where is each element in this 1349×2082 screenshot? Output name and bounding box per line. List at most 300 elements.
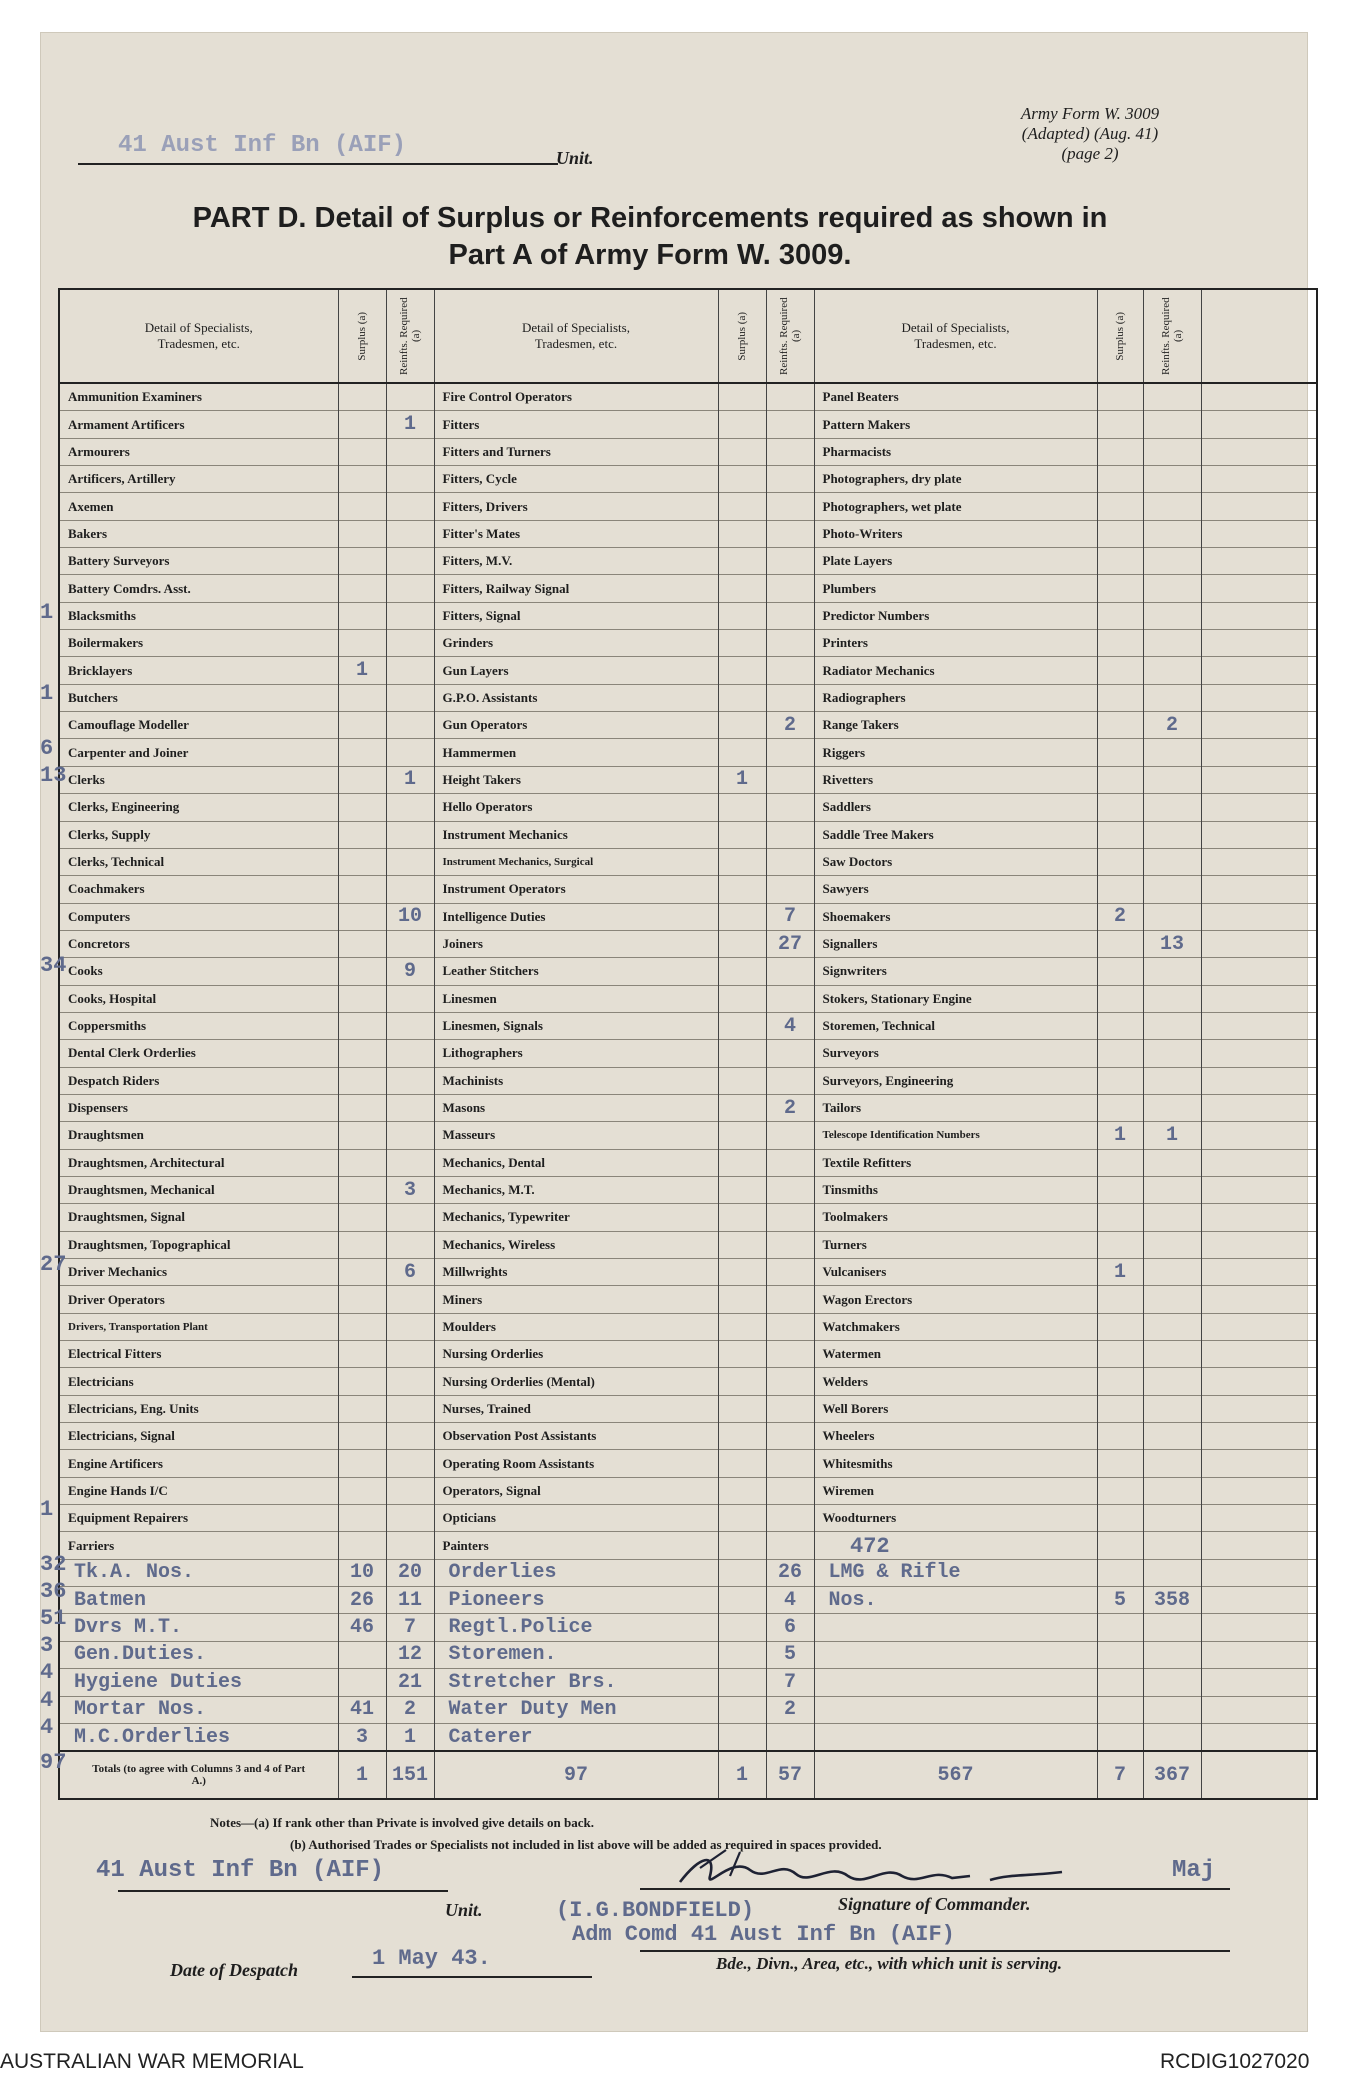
reinfts-cell [386,1395,434,1422]
blank-cell [1201,1259,1317,1286]
blank-cell [1201,1012,1317,1039]
reinfts-cell [1143,493,1201,520]
reinfts-cell [766,1231,814,1258]
note-b: (b) Authorised Trades or Specialists not included in list above will be added as required in spaces provided. [290,1837,882,1852]
trade-name: Observation Post Assistants [434,1423,718,1450]
trade-name: Grinders [434,630,718,657]
table-row [59,1040,1317,1067]
blank-cell [1201,1341,1317,1368]
surplus-cell [718,1532,766,1559]
footer-unit-typed: 41 Aust Inf Bn (AIF) [96,1857,385,1884]
trade-name: Printers [814,630,1097,657]
table-row [59,794,1317,821]
reinfts-cell [386,602,434,629]
reinfts-cell [1143,1231,1201,1258]
reinfts-cell [766,630,814,657]
surplus-cell [1097,1204,1143,1231]
reinfts-cell [766,766,814,793]
trade-name: Moulders [434,1313,718,1340]
reinfts-cell [1143,602,1201,629]
trade-name: Signallers [814,930,1097,957]
reinfts-cell [1143,1368,1201,1395]
table-row [59,903,1317,930]
reinfts-cell [766,958,814,985]
trade-name: Height Takers [434,766,718,793]
reinfts-cell [766,411,814,438]
surplus-cell [338,1204,386,1231]
trade-name: Miners [434,1286,718,1313]
reinfts-cell [386,1368,434,1395]
reinfts-cell [1143,438,1201,465]
trade-name: Tailors [814,1094,1097,1121]
trade-name: Surveyors, Engineering [814,1067,1097,1094]
trade-name: Operators, Signal [434,1477,718,1504]
trade-name: Computers [59,903,338,930]
table-row [59,1368,1317,1395]
blank-cell [1201,766,1317,793]
blank-cell [1201,876,1317,903]
table-row [59,411,1317,438]
reinfts-cell: 2 [766,1094,814,1121]
reinfts-cell [1143,848,1201,875]
reinfts-cell [1143,1313,1201,1340]
header-blank [1201,289,1317,383]
table-row [59,1505,1317,1532]
reinfts-cell [1143,383,1201,411]
surplus-cell [718,1477,766,1504]
typed-trade-name: Orderlies [434,1559,718,1586]
blank-cell [1201,794,1317,821]
trade-name: Despatch Riders [59,1067,338,1094]
reinfts-cell [386,712,434,739]
table-row [59,876,1317,903]
typed-surplus: 26 [338,1587,386,1614]
total-reinfts: 151 [386,1751,434,1799]
margin-number: 27 [40,1252,67,1278]
surplus-cell [718,876,766,903]
trade-name: Electrical Fitters [59,1341,338,1368]
reinfts-cell [386,1450,434,1477]
reinfts-cell [1143,1259,1201,1286]
reinfts-cell [1143,1286,1201,1313]
typed-reinfts: 20 [386,1559,434,1586]
surplus-cell [338,1012,386,1039]
typed-row [59,1669,1317,1696]
surplus-cell [1097,876,1143,903]
trade-name: Wagon Erectors [814,1286,1097,1313]
trade-name: Instrument Operators [434,876,718,903]
table-row [59,1341,1317,1368]
surplus-cell [1097,848,1143,875]
reinfts-cell: 2 [766,712,814,739]
surplus-cell [338,712,386,739]
blank-cell [1201,821,1317,848]
surplus-cell [338,985,386,1012]
surplus-cell [338,602,386,629]
typed-row [59,1614,1317,1641]
table-row [59,958,1317,985]
surplus-cell [1097,1012,1143,1039]
trade-name: Range Takers [814,712,1097,739]
typed-surplus: 46 [338,1614,386,1641]
table-row [59,1423,1317,1450]
table-row [59,712,1317,739]
surplus-cell [338,794,386,821]
trade-name: Leather Stitchers [434,958,718,985]
reinfts-cell [386,848,434,875]
surplus-cell [338,1341,386,1368]
typed-reinfts: 7 [386,1614,434,1641]
trade-name: Machinists [434,1067,718,1094]
trade-name: Armament Artificers [59,411,338,438]
trade-name: Saddlers [814,794,1097,821]
unit-typed: 41 Aust Inf Bn (AIF) [118,132,407,159]
typed-trade-name: Batmen [59,1587,338,1614]
surplus-cell [1097,411,1143,438]
surplus-cell [1097,1532,1143,1559]
surplus-cell: 1 [1097,1259,1143,1286]
reinfts-cell: 7 [766,903,814,930]
surplus-cell [1097,1341,1143,1368]
reinfts-cell [386,1231,434,1258]
typed-reinfts: 5 [766,1641,814,1668]
reinfts-cell [386,684,434,711]
margin-number: 32 [40,1551,67,1577]
trade-name: Electricians [59,1368,338,1395]
trade-name: Photographers, wet plate [814,493,1097,520]
reinfts-cell [766,1067,814,1094]
reinfts-cell [386,520,434,547]
table-row [59,1259,1317,1286]
blank-cell [1201,1477,1317,1504]
typed-surplus [1097,1614,1143,1641]
surplus-cell [1097,493,1143,520]
reinfts-cell [766,1505,814,1532]
margin-number: 4 [40,1687,54,1713]
trade-name: Bakers [59,520,338,547]
reinfts-cell [386,739,434,766]
typed-reinfts [1143,1669,1201,1696]
footer-unit-line [118,1890,448,1892]
trade-name: Fitters, Signal [434,602,718,629]
blank-cell [1201,739,1317,766]
total-reinfts: 57 [766,1751,814,1799]
typed-surplus [718,1559,766,1586]
blank-cell [1201,575,1317,602]
surplus-cell: 1 [718,766,766,793]
trade-name: Welders [814,1368,1097,1395]
trade-name: Driver Mechanics [59,1259,338,1286]
trade-name: Battery Surveyors [59,548,338,575]
trade-name: Fitter's Mates [434,520,718,547]
total-extra: 97 [434,1751,718,1799]
surplus-cell [1097,766,1143,793]
surplus-cell [338,1094,386,1121]
reinfts-cell [386,1149,434,1176]
surplus-cell [718,1395,766,1422]
blank-cell [1201,1368,1317,1395]
reinfts-cell [766,575,814,602]
trade-name: Masons [434,1094,718,1121]
trade-name: Armourers [59,438,338,465]
typed-reinfts: 4 [766,1587,814,1614]
unit-underline [78,163,558,165]
blank-cell [1201,1176,1317,1203]
blank-cell [1201,1614,1317,1641]
footer-unit-label: Unit. [445,1900,483,1920]
trade-name: G.P.O. Assistants [434,684,718,711]
reinfts-cell [386,383,434,411]
surplus-cell [1097,466,1143,493]
reinfts-cell [766,1450,814,1477]
trade-name: Textile Refitters [814,1149,1097,1176]
surplus-cell [1097,1368,1143,1395]
reinfts-cell [766,1149,814,1176]
table-row [59,493,1317,520]
form-ref-line: (Adapted) (Aug. 41) [1021,124,1159,143]
surplus-cell [338,848,386,875]
blank-cell [1201,1450,1317,1477]
blank-cell [1201,1313,1317,1340]
trade-name: Panel Beaters [814,383,1097,411]
surplus-cell [338,520,386,547]
surplus-cell [718,1094,766,1121]
reinfts-cell [766,520,814,547]
typed-trade-name: Storemen. [434,1641,718,1668]
typed-reinfts: 6 [766,1614,814,1641]
reinfts-cell [1143,1094,1201,1121]
margin-number: 4 [40,1714,54,1740]
typed-reinfts: 12 [386,1641,434,1668]
trade-name: Gun Layers [434,657,718,684]
trade-name: Cooks, Hospital [59,985,338,1012]
table-row [59,1012,1317,1039]
typed-trade-name [814,1614,1097,1641]
reinfts-cell [766,1176,814,1203]
margin-number: 13 [40,762,67,788]
surplus-cell [718,657,766,684]
reinfts-cell [1143,1477,1201,1504]
reinfts-cell [386,930,434,957]
reinfts-cell [386,438,434,465]
trade-name: Masseurs [434,1122,718,1149]
trade-name: Radiator Mechanics [814,657,1097,684]
surplus-cell [1097,1395,1143,1422]
surplus-cell [1097,520,1143,547]
reinfts-cell [1143,548,1201,575]
table-header-row [59,289,1317,383]
blank-cell [1201,520,1317,547]
typed-reinfts [1143,1559,1201,1586]
trade-name: Electricians, Signal [59,1423,338,1450]
reinfts-cell [386,493,434,520]
blank-cell [1201,411,1317,438]
reinfts-cell [766,657,814,684]
surplus-cell [338,684,386,711]
reinfts-cell [386,1477,434,1504]
reinfts-cell [386,1423,434,1450]
trade-name: Riggers [814,739,1097,766]
typed-trade-name: Hygiene Duties [59,1669,338,1696]
reinfts-cell: 10 [386,903,434,930]
typed-trade-name [814,1641,1097,1668]
surplus-cell [338,1067,386,1094]
blank-cell [1201,1204,1317,1231]
typed-row [59,1559,1317,1586]
trade-name: Well Borers [814,1395,1097,1422]
reinfts-cell [386,1122,434,1149]
note-a: Notes—(a) If rank other than Private is involved give details on back. [210,1815,594,1830]
table-row [59,1313,1317,1340]
typed-trade-name: Nos. [814,1587,1097,1614]
trade-name: Storemen, Technical [814,1012,1097,1039]
surplus-cell [338,1477,386,1504]
typed-reinfts: 2 [766,1696,814,1723]
blank-cell [1201,1696,1317,1723]
reinfts-cell [766,876,814,903]
trade-name: Battery Comdrs. Asst. [59,575,338,602]
reinfts-cell [766,1423,814,1450]
reinfts-cell [766,548,814,575]
typed-reinfts [766,1723,814,1751]
trade-name: Farriers [59,1532,338,1559]
reinfts-cell [766,466,814,493]
reinfts-cell [1143,958,1201,985]
trade-name: Plumbers [814,575,1097,602]
reinfts-cell [386,466,434,493]
surplus-cell: 1 [338,657,386,684]
reinfts-cell [386,1067,434,1094]
trade-name: Nurses, Trained [434,1395,718,1422]
surplus-cell [718,985,766,1012]
archive-label: AUSTRALIAN WAR MEMORIAL [0,2050,304,2073]
surplus-cell [718,794,766,821]
surplus-cell [718,466,766,493]
trade-name: Equipment Repairers [59,1505,338,1532]
form-ref-line: (page 2) [1061,144,1119,163]
typed-surplus [718,1641,766,1668]
trade-name: Wheelers [814,1423,1097,1450]
trade-name: Nursing Orderlies [434,1341,718,1368]
reinfts-cell [386,1204,434,1231]
typed-reinfts: 11 [386,1587,434,1614]
header-detail: Detail of Specialists, Tradesmen, etc. [814,289,1097,383]
reinfts-cell [1143,766,1201,793]
surplus-cell: 1 [1097,1122,1143,1149]
table-row [59,766,1317,793]
typed-reinfts: 2 [386,1696,434,1723]
blank-cell [1201,1286,1317,1313]
header-reinfts: Reinfts. Required (a) [1143,289,1201,383]
reinfts-cell [1143,1067,1201,1094]
surplus-cell [1097,1505,1143,1532]
blank-cell [1201,1067,1317,1094]
trade-name: Woodturners [814,1505,1097,1532]
date-label: Date of Despatch [170,1960,298,1980]
margin-number: 1 [40,599,54,625]
surplus-cell [718,1149,766,1176]
surplus-cell [1097,383,1143,411]
blank-cell [1201,1122,1317,1149]
surplus-cell [718,438,766,465]
table-row [59,930,1317,957]
reinfts-cell [766,1259,814,1286]
surplus-cell [1097,1094,1143,1121]
typed-trade-name: Pioneers [434,1587,718,1614]
reinfts-cell [386,1505,434,1532]
surplus-cell [338,1231,386,1258]
reinfts-cell [386,1341,434,1368]
reinfts-cell [766,739,814,766]
typed-reinfts [1143,1696,1201,1723]
typed-reinfts: 26 [766,1559,814,1586]
header-detail: Detail of Specialists, Tradesmen, etc. [434,289,718,383]
trade-name: Tinsmiths [814,1176,1097,1203]
total-surplus: 7 [1097,1751,1143,1799]
reinfts-cell: 13 [1143,930,1201,957]
surplus-cell [338,1286,386,1313]
trade-name: Bricklayers [59,657,338,684]
surplus-cell [338,1122,386,1149]
reinfts-cell [386,630,434,657]
surplus-cell [338,1423,386,1450]
trade-name: Draughtsmen [59,1122,338,1149]
table-row [59,438,1317,465]
blank-cell [1201,1559,1317,1586]
typed-row [59,1723,1317,1751]
surplus-cell [718,1423,766,1450]
surplus-cell [338,739,386,766]
reinfts-cell [1143,684,1201,711]
surplus-cell [338,493,386,520]
table-row [59,602,1317,629]
surplus-cell [338,821,386,848]
surplus-cell [718,684,766,711]
table-row [59,1149,1317,1176]
trade-name: Fitters, Railway Signal [434,575,718,602]
trade-name: Clerks [59,766,338,793]
surplus-cell [338,1259,386,1286]
blank-cell [1201,630,1317,657]
reinfts-cell [386,1532,434,1559]
trade-name: Clerks, Supply [59,821,338,848]
reinfts-cell [1143,411,1201,438]
table-row [59,520,1317,547]
surplus-cell [718,602,766,629]
typed-reinfts [1143,1723,1201,1751]
typed-surplus [718,1614,766,1641]
header-reinfts: Reinfts. Required (a) [386,289,434,383]
total-margin-number: 97 [40,1750,67,1775]
surplus-cell [338,411,386,438]
surplus-cell [718,1286,766,1313]
typed-surplus [1097,1641,1143,1668]
header-surplus: Surplus (a) [718,289,766,383]
trade-name: Ammunition Examiners [59,383,338,411]
surplus-cell [338,1149,386,1176]
total-reinfts: 367 [1143,1751,1201,1799]
typed-row [59,1641,1317,1668]
typed-trade-name: Tk.A. Nos. [59,1559,338,1586]
margin-number: 51 [40,1606,67,1631]
typed-trade-name: Caterer [434,1723,718,1751]
trade-name: Boilermakers [59,630,338,657]
surplus-cell [338,1505,386,1532]
trade-name: Carpenter and Joiner [59,739,338,766]
reinfts-cell [766,1395,814,1422]
surplus-cell [1097,821,1143,848]
margin-number: 4 [40,1660,54,1686]
